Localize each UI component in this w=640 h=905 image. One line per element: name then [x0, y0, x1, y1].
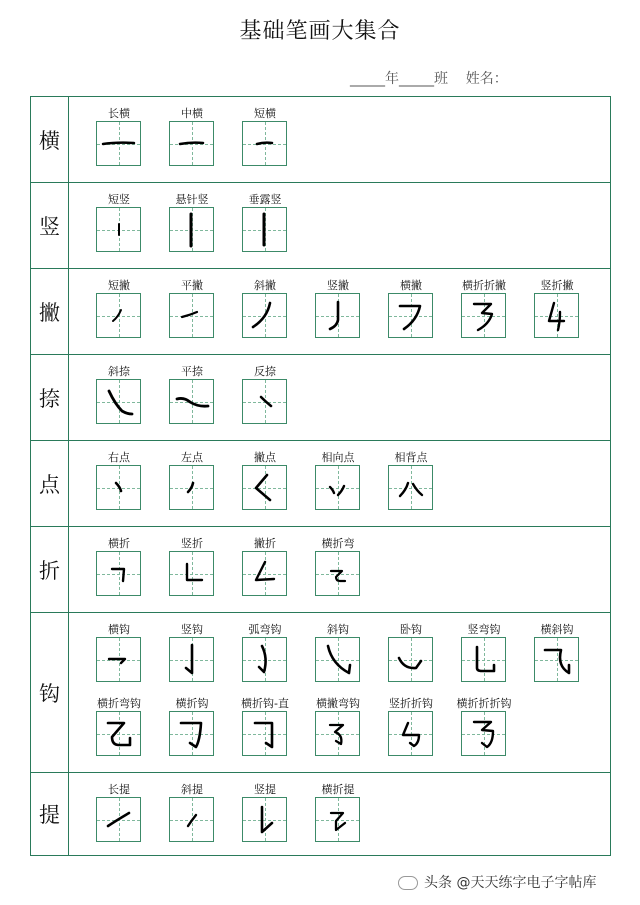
stroke-cell [234, 277, 296, 341]
practice-box [96, 637, 141, 682]
practice-box [96, 207, 141, 252]
chat-bubble-icon [398, 876, 418, 890]
practice-box [242, 797, 287, 842]
stroke-cell [88, 363, 150, 427]
practice-box [169, 207, 214, 252]
stroke-cell [234, 535, 296, 599]
stroke-name: 横折弯 [321, 537, 355, 550]
row-label: 横 [31, 97, 69, 182]
practice-box [169, 797, 214, 842]
stroke-name: 垂露竖 [248, 193, 282, 206]
stroke-name: 竖撇 [327, 279, 349, 292]
practice-box [169, 551, 214, 596]
practice-box [315, 711, 360, 756]
stroke-cell [161, 363, 223, 427]
stroke-name: 撇点 [254, 451, 276, 464]
practice-box [242, 551, 287, 596]
stroke-name: 左点 [181, 451, 203, 464]
row-label: 折 [31, 527, 69, 612]
stroke-cell [88, 277, 150, 341]
practice-box [242, 207, 287, 252]
practice-box [96, 379, 141, 424]
stroke-cell [234, 191, 296, 255]
practice-box [388, 711, 433, 756]
practice-box [388, 293, 433, 338]
practice-box [388, 637, 433, 682]
stroke-cell [453, 277, 515, 341]
stroke-cell [234, 695, 296, 759]
stroke-name: 横折钩-直 [241, 697, 289, 710]
stroke-cell [234, 449, 296, 513]
stroke-cell [380, 277, 442, 341]
stroke-name: 竖提 [254, 783, 276, 796]
stroke-name: 长横 [108, 107, 130, 120]
stroke-name: 短撇 [108, 279, 130, 292]
stroke-cell [161, 105, 223, 169]
stroke-name: 悬针竖 [175, 193, 209, 206]
watermark [398, 872, 596, 892]
stroke-cell [234, 621, 296, 685]
stroke-name: 卧钩 [400, 623, 422, 636]
stroke-name: 反捺 [254, 365, 276, 378]
stroke-name: 横折折折钩 [456, 697, 512, 710]
practice-box [96, 293, 141, 338]
stroke-cell [380, 621, 442, 685]
row-label: 点 [31, 441, 69, 526]
stroke-table [30, 96, 611, 856]
stroke-cell [380, 449, 442, 513]
stroke-cell [307, 277, 369, 341]
row-label: 钩 [31, 613, 69, 772]
stroke-name: 横折 [108, 537, 130, 550]
stroke-cell [161, 191, 223, 255]
stroke-name: 弧弯钩 [248, 623, 282, 636]
stroke-cell [88, 105, 150, 169]
stroke-cell [88, 781, 150, 845]
stroke-cell [88, 191, 150, 255]
row-zhe [31, 527, 610, 613]
stroke-name: 短横 [254, 107, 276, 120]
practice-box [315, 797, 360, 842]
row-label: 竖 [31, 183, 69, 268]
row-na [31, 355, 610, 441]
stroke-cell [88, 621, 150, 685]
stroke-name: 中横 [181, 107, 203, 120]
practice-box [242, 121, 287, 166]
practice-box [96, 465, 141, 510]
row-label: 捺 [31, 355, 69, 440]
practice-box [461, 637, 506, 682]
practice-box [534, 293, 579, 338]
stroke-name: 相背点 [394, 451, 428, 464]
stroke-cell [380, 695, 442, 759]
stroke-name: 横撇 [400, 279, 422, 292]
stroke-cell [161, 781, 223, 845]
stroke-name: 横折提 [321, 783, 355, 796]
stroke-name: 斜捺 [108, 365, 130, 378]
stroke-name: 竖折撇 [540, 279, 574, 292]
stroke-cell [307, 449, 369, 513]
practice-box [169, 637, 214, 682]
stroke-cell [88, 695, 150, 759]
row-label: 撇 [31, 269, 69, 354]
stroke-cell [234, 363, 296, 427]
row-heng [31, 97, 610, 183]
stroke-cell [307, 535, 369, 599]
stroke-cell [161, 535, 223, 599]
stroke-name: 平捺 [181, 365, 203, 378]
stroke-cell [453, 621, 515, 685]
practice-box [242, 465, 287, 510]
practice-box [388, 465, 433, 510]
stroke-name: 斜提 [181, 783, 203, 796]
stroke-name: 竖折折钩 [389, 697, 433, 710]
stroke-name: 斜撇 [254, 279, 276, 292]
practice-box [96, 711, 141, 756]
stroke-name: 横折弯钩 [97, 697, 141, 710]
stroke-name: 平撇 [181, 279, 203, 292]
row-label: 提 [31, 773, 69, 855]
practice-box [242, 379, 287, 424]
practice-box [534, 637, 579, 682]
practice-box [242, 637, 287, 682]
stroke-cell [161, 449, 223, 513]
practice-box [96, 551, 141, 596]
stroke-cell [453, 695, 515, 759]
practice-box [96, 797, 141, 842]
practice-box [315, 293, 360, 338]
stroke-name: 横折折撇 [462, 279, 506, 292]
row-pie [31, 269, 610, 355]
watermark-text: 头条 @天天练字电子字帖库 [424, 875, 597, 891]
stroke-name: 竖钩 [181, 623, 203, 636]
stroke-cell [307, 695, 369, 759]
stroke-name: 横折钩 [175, 697, 209, 710]
stroke-cell [234, 781, 296, 845]
row-shu [31, 183, 610, 269]
practice-box [315, 465, 360, 510]
stroke-cell [307, 621, 369, 685]
stroke-cell [161, 695, 223, 759]
practice-box [169, 379, 214, 424]
practice-box [315, 551, 360, 596]
stroke-cell [526, 621, 588, 685]
stroke-cell [307, 781, 369, 845]
stroke-name: 长提 [108, 783, 130, 796]
practice-box [315, 637, 360, 682]
page-title: 基础笔画大集合 [239, 19, 401, 44]
row-ti [31, 773, 610, 855]
practice-box [461, 293, 506, 338]
stroke-cell [161, 277, 223, 341]
stroke-name: 撇折 [254, 537, 276, 550]
practice-box [242, 711, 287, 756]
stroke-name: 相向点 [321, 451, 355, 464]
stroke-cell [526, 277, 588, 341]
stroke-cell [234, 105, 296, 169]
stroke-name: 横撇弯钩 [316, 697, 360, 710]
stroke-cell [88, 535, 150, 599]
practice-box [242, 293, 287, 338]
stroke-name: 横钩 [108, 623, 130, 636]
stroke-cell [88, 449, 150, 513]
stroke-name: 横斜钩 [540, 623, 574, 636]
practice-box [169, 293, 214, 338]
practice-box [169, 465, 214, 510]
student-info-line: _____年_____班 姓名： [350, 71, 508, 87]
stroke-cell [161, 621, 223, 685]
stroke-name: 短竖 [108, 193, 130, 206]
practice-box [461, 711, 506, 756]
stroke-name: 竖弯钩 [467, 623, 501, 636]
stroke-name: 右点 [108, 451, 130, 464]
practice-box [96, 121, 141, 166]
stroke-name: 竖折 [181, 537, 203, 550]
row-dian [31, 441, 610, 527]
practice-box [169, 711, 214, 756]
practice-box [169, 121, 214, 166]
row-gou [31, 613, 610, 773]
stroke-name: 斜钩 [327, 623, 349, 636]
